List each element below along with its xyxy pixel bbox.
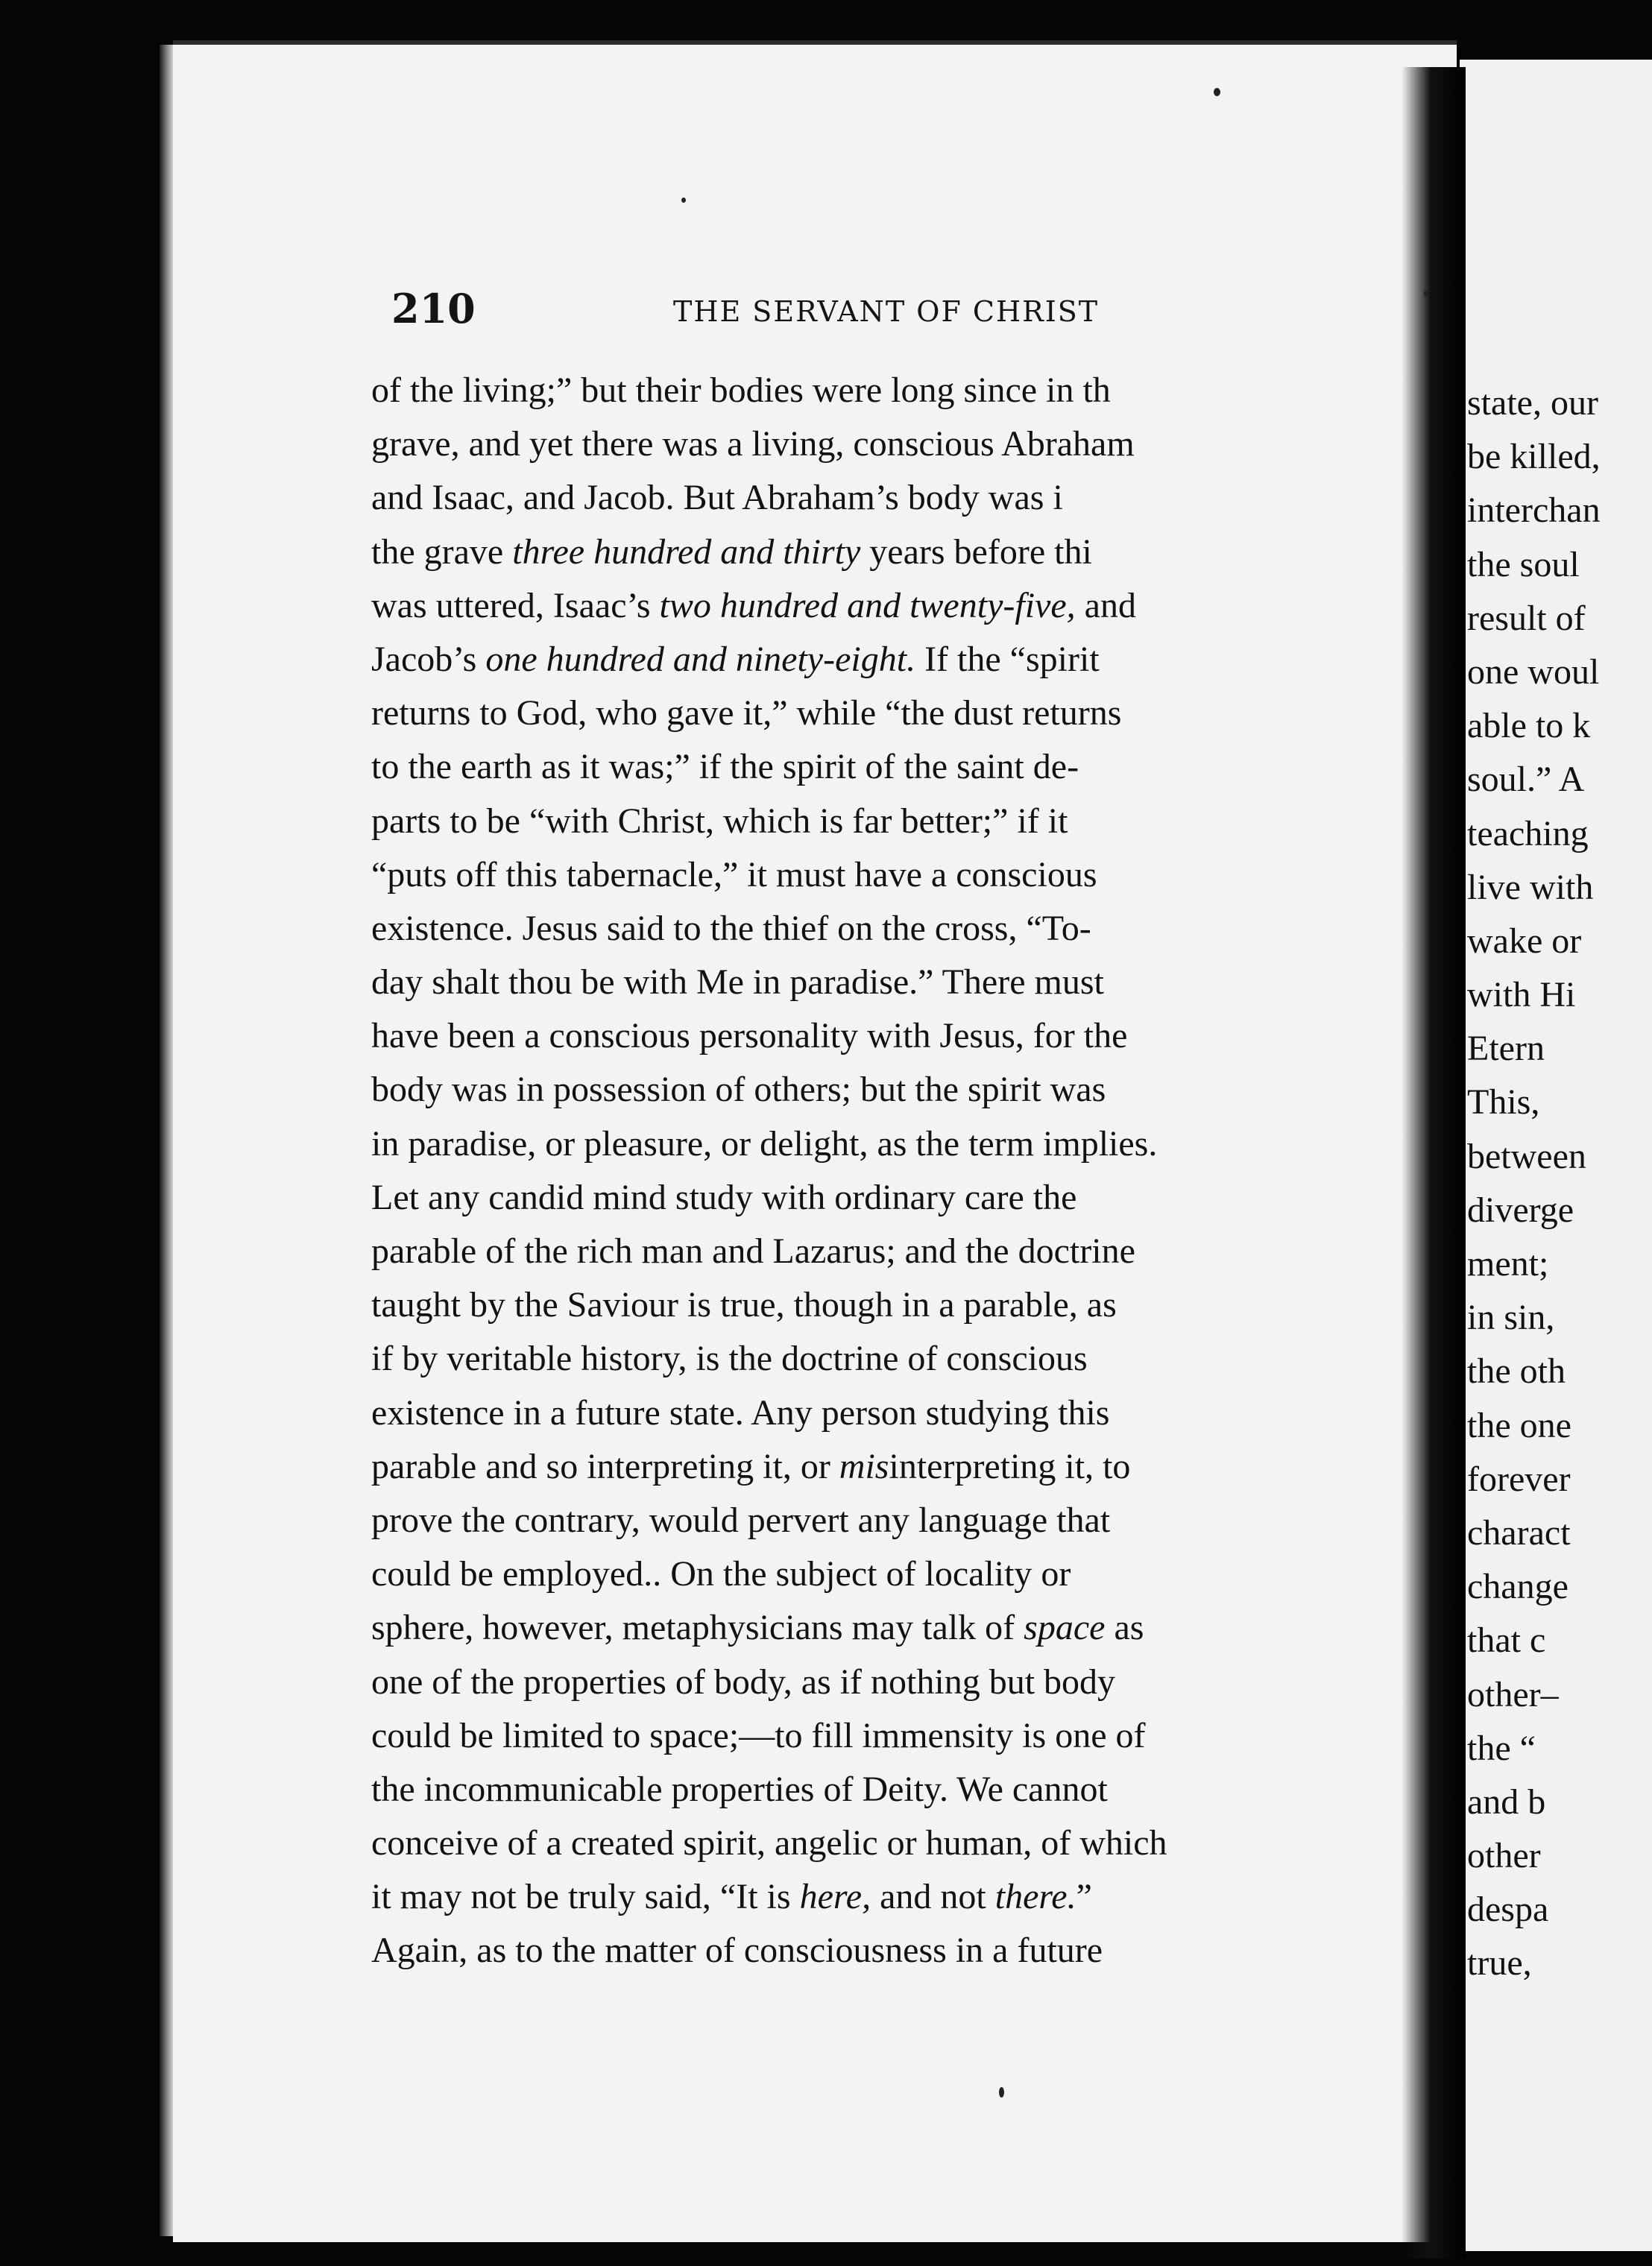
text-run: and bbox=[1075, 585, 1136, 625]
text-line bbox=[371, 1870, 1415, 1924]
text-run: the incommunicable properties of Deity. We cannot bbox=[371, 1769, 1108, 1809]
text-line bbox=[371, 687, 1415, 740]
scan-speck bbox=[999, 2087, 1004, 2098]
page-edge-stack bbox=[160, 45, 173, 2236]
text-line bbox=[371, 1117, 1415, 1171]
text-run: if by veritable history, is the doctrine of conscious bbox=[371, 1339, 1088, 1379]
text-line: teaching bbox=[1467, 813, 1589, 853]
text-run: If the “spirit bbox=[915, 639, 1100, 679]
text-line: ment; bbox=[1467, 1244, 1549, 1284]
text-line: the soul bbox=[1467, 544, 1580, 584]
text-run: Let any candid mind study with ordinary care the bbox=[371, 1177, 1077, 1217]
text-line: and b bbox=[1467, 1781, 1546, 1822]
text-run: in paradise, or pleasure, or delight, as the term implies. bbox=[371, 1123, 1158, 1164]
text-line bbox=[371, 956, 1415, 1009]
italic-run: mis bbox=[839, 1446, 889, 1486]
text-line bbox=[371, 1924, 1415, 1978]
text-run: one of the properties of body, as if nothing but body bbox=[371, 1661, 1116, 1702]
text-run: Again, as to the matter of consciousness in a future bbox=[371, 1931, 1103, 1971]
text-run: “puts off this tabernacle,” it must have a conscious bbox=[371, 854, 1097, 894]
text-line bbox=[371, 417, 1415, 471]
text-line: with Hi bbox=[1467, 975, 1576, 1015]
text-line bbox=[371, 1171, 1415, 1225]
text-line bbox=[371, 740, 1415, 794]
text-line bbox=[371, 1332, 1415, 1386]
right-page-body-text bbox=[1467, 376, 1652, 1991]
text-line bbox=[371, 902, 1415, 956]
italic-run: space bbox=[1024, 1608, 1106, 1648]
text-run: of the living;” but their bodies were long since in th bbox=[371, 370, 1111, 410]
text-run: grave, and yet there was a living, conscious Abraham bbox=[371, 424, 1135, 464]
text-run: could be limited to space;—to fill immensity is one of bbox=[371, 1715, 1146, 1755]
left-page-body-text bbox=[371, 364, 1415, 1978]
text-line bbox=[371, 795, 1415, 848]
scan-speck bbox=[1214, 88, 1220, 96]
text-line: charact bbox=[1467, 1512, 1571, 1553]
italic-run: two hundred and twenty-five, bbox=[659, 585, 1076, 625]
text-line: wake or bbox=[1467, 921, 1582, 961]
running-head: THE SERVANT OF CHRIST bbox=[673, 295, 1100, 328]
text-line: live with bbox=[1467, 867, 1594, 907]
text-run: existence. Jesus said to the thief on the cross, “To- bbox=[371, 908, 1091, 948]
text-line: other bbox=[1467, 1836, 1541, 1876]
text-run: day shalt thou be with Me in paradise.” There must bbox=[371, 962, 1104, 1003]
text-line bbox=[371, 1494, 1415, 1547]
italic-run: here, bbox=[799, 1877, 871, 1917]
text-line bbox=[371, 633, 1415, 687]
text-line: interchan bbox=[1467, 490, 1601, 531]
text-line bbox=[371, 1063, 1415, 1117]
text-line bbox=[371, 1601, 1415, 1655]
text-run: as bbox=[1105, 1608, 1144, 1648]
scan-speck bbox=[1424, 291, 1428, 297]
text-run: parable and so interpreting it, or bbox=[371, 1446, 839, 1486]
text-line bbox=[371, 1547, 1415, 1601]
text-line: despa bbox=[1467, 1890, 1549, 1930]
text-line bbox=[371, 848, 1415, 902]
text-line bbox=[371, 1817, 1415, 1870]
text-run: was uttered, Isaac’s bbox=[371, 585, 660, 625]
text-line bbox=[371, 1278, 1415, 1332]
text-run: parts to be “with Christ, which is far better;” if it bbox=[371, 801, 1068, 841]
text-line: be killed, bbox=[1467, 437, 1601, 477]
text-run: ” bbox=[1076, 1877, 1092, 1917]
text-line: one woul bbox=[1467, 651, 1600, 692]
text-run: returns to God, who gave it,” while “the dust returns bbox=[371, 693, 1122, 733]
text-line: forever bbox=[1467, 1459, 1571, 1499]
text-line: between bbox=[1467, 1136, 1586, 1176]
text-line bbox=[371, 1440, 1415, 1494]
text-line: other– bbox=[1467, 1674, 1559, 1714]
page-number: 210 bbox=[391, 285, 476, 332]
text-run: body was in possession of others; but the spirit was bbox=[371, 1070, 1106, 1110]
text-run: Jacob’s bbox=[371, 639, 486, 679]
text-line bbox=[371, 579, 1415, 633]
text-line bbox=[371, 1225, 1415, 1278]
text-line: change bbox=[1467, 1567, 1569, 1607]
text-line bbox=[371, 1656, 1415, 1709]
text-line: This, bbox=[1467, 1082, 1540, 1123]
italic-run: there. bbox=[994, 1877, 1076, 1917]
text-line: true, bbox=[1467, 1943, 1532, 1983]
page-header bbox=[391, 285, 1390, 337]
text-line: the oth bbox=[1467, 1351, 1566, 1392]
text-run: have been a conscious personality with Jesus, for the bbox=[371, 1016, 1128, 1056]
text-line bbox=[371, 1709, 1415, 1763]
text-line: the “ bbox=[1467, 1728, 1536, 1768]
text-run: and Isaac, and Jacob. But Abraham’s body was i bbox=[371, 478, 1063, 518]
text-line: the one bbox=[1467, 1405, 1571, 1445]
scan-speck bbox=[681, 198, 686, 203]
text-run: interpreting it, to bbox=[889, 1446, 1131, 1486]
text-run: years before thi bbox=[860, 531, 1092, 572]
text-run: and not bbox=[871, 1877, 995, 1917]
text-line: soul.” A bbox=[1467, 760, 1585, 800]
text-line bbox=[371, 526, 1415, 579]
text-line: state, our bbox=[1467, 383, 1598, 423]
text-run: existence in a future state. Any person studying this bbox=[371, 1392, 1110, 1433]
text-line bbox=[371, 1386, 1415, 1440]
italic-run: one hundred and ninety-eight. bbox=[485, 639, 916, 679]
text-line: Etern bbox=[1467, 1029, 1545, 1069]
text-run: prove the contrary, would pervert any language that bbox=[371, 1500, 1111, 1540]
text-line bbox=[371, 1763, 1415, 1817]
text-line bbox=[371, 364, 1415, 417]
italic-run: three hundred and thirty bbox=[512, 531, 861, 572]
text-line: in sin, bbox=[1467, 1298, 1555, 1338]
text-run: could be employed.. On the subject of locality or bbox=[371, 1554, 1071, 1594]
text-run: parable of the rich man and Lazarus; and the doctrine bbox=[371, 1231, 1135, 1271]
text-run: taught by the Saviour is true, though in a parable, as bbox=[371, 1285, 1117, 1325]
text-line: diverge bbox=[1467, 1190, 1574, 1230]
text-line bbox=[371, 471, 1415, 525]
text-line: that c bbox=[1467, 1620, 1546, 1661]
text-run: the grave bbox=[371, 531, 513, 572]
text-run: sphere, however, metaphysicians may talk of bbox=[371, 1608, 1024, 1648]
text-line: result of bbox=[1467, 598, 1586, 638]
text-run: it may not be truly said, “It is bbox=[371, 1877, 800, 1917]
text-line bbox=[371, 1009, 1415, 1063]
text-run: conceive of a created spirit, angelic or human, of which bbox=[371, 1823, 1167, 1863]
text-run: to the earth as it was;” if the spirit of the saint de- bbox=[371, 747, 1079, 787]
text-line: able to k bbox=[1467, 706, 1591, 746]
